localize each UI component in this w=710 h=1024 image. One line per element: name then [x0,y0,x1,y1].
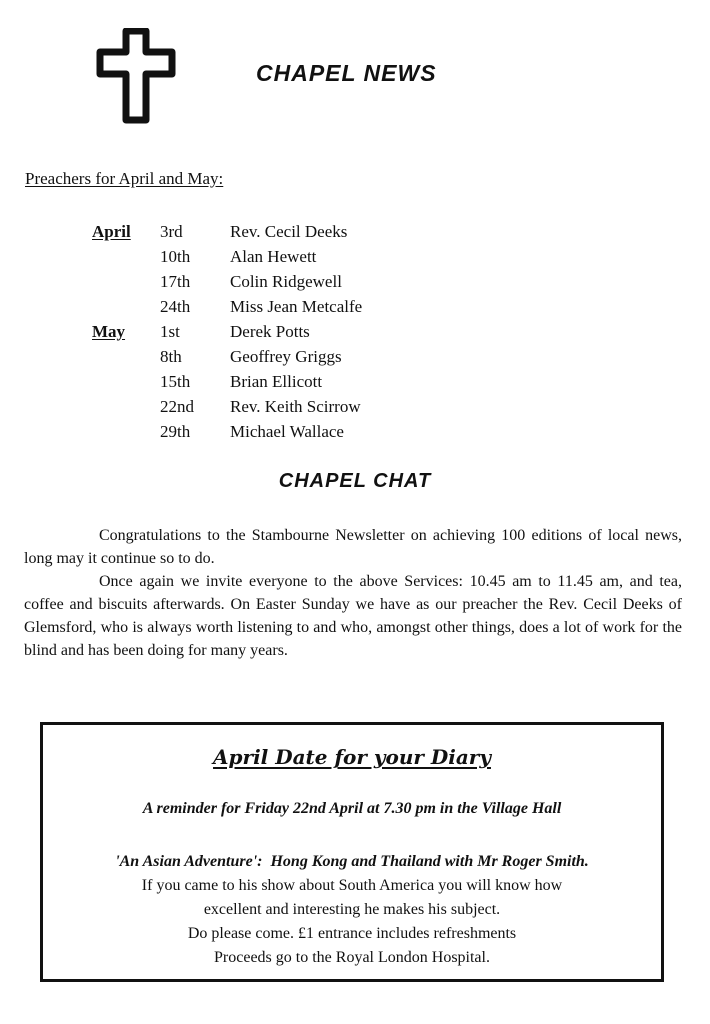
preacher-name: Brian Ellicott [230,372,323,391]
preacher-day: 3rd [160,222,183,241]
preacher-month [92,344,160,369]
preacher-name: Rev. Cecil Deeks [230,222,348,241]
preacher-row [92,394,362,419]
preacher-month: April [92,222,131,241]
preacher-row [92,369,362,394]
event-description: Hong Kong and Thailand with Mr Roger Smith. [270,853,589,870]
preacher-name: Geoffrey Griggs [230,347,342,366]
preacher-month [92,244,160,269]
preacher-day: 17th [160,272,191,291]
event-line: If you came to his show about South America you will know how [141,877,563,894]
preacher-month [92,369,160,394]
preacher-row [92,344,362,369]
preacher-day: 10th [160,247,191,266]
preacher-day: 15th [160,372,191,391]
preacher-month [92,419,160,444]
preacher-name: Alan Hewett [230,247,317,266]
cross-icon [96,28,176,124]
preacher-row [92,219,362,244]
preacher-month [92,294,160,319]
preacher-row [92,294,362,319]
chat-paragraph: Once again we invite everyone to the above Services: 10.45 am to 11.45 am, and tea, coffee and biscuits afterwards. On Easter Sunday we have as our preacher the Rev. Cecil Deeks of Glemsford, who is always worth listening to and who, amongst other things, does a lot of work for the blind and has been doing for many years. [24,573,682,659]
preacher-row [92,244,362,269]
page-title: CHAPEL NEWS [256,60,437,86]
diary-reminder: A reminder for Friday 22nd April at 7.30 pm in the Village Hall [142,800,562,817]
preacher-month [92,269,160,294]
chat-paragraph: Congratulations to the Stambourne Newsletter on achieving 100 editions of local news, long may it continue so to do. [24,527,682,567]
diary-title: April Date for your Diary [213,745,491,769]
preacher-day: 1st [160,322,180,341]
preacher-day: 8th [160,347,182,366]
event-title: 'An Asian Adventure': [115,853,263,870]
preacher-day: 24th [160,297,191,316]
event-line: Do please come. £1 entrance includes refreshments [187,925,517,942]
preacher-name: Derek Potts [230,322,310,341]
diary-event [43,850,661,970]
preacher-day: 22nd [160,397,194,416]
preachers-table-body [92,219,362,444]
preacher-name: Colin Ridgewell [230,272,342,291]
diary-notice-box [40,722,664,982]
preachers-heading: Preachers for April and May: [25,169,224,188]
preacher-day: 29th [160,422,191,441]
event-line: Proceeds go to the Royal London Hospital. [214,949,490,966]
preacher-month: May [92,322,126,341]
preacher-month [92,394,160,419]
preacher-name: Michael Wallace [230,422,344,441]
preachers-table [92,219,362,444]
preacher-name: Rev. Keith Scirrow [230,397,361,416]
preacher-row [92,419,362,444]
preacher-row [92,269,362,294]
event-headline [43,850,661,874]
event-line: excellent and interesting he makes his subject. [203,901,501,918]
chapel-chat-title: CHAPEL CHAT [278,470,432,492]
chapel-chat-body [24,524,682,662]
preacher-name: Miss Jean Metcalfe [230,297,363,316]
preacher-row [92,319,362,344]
